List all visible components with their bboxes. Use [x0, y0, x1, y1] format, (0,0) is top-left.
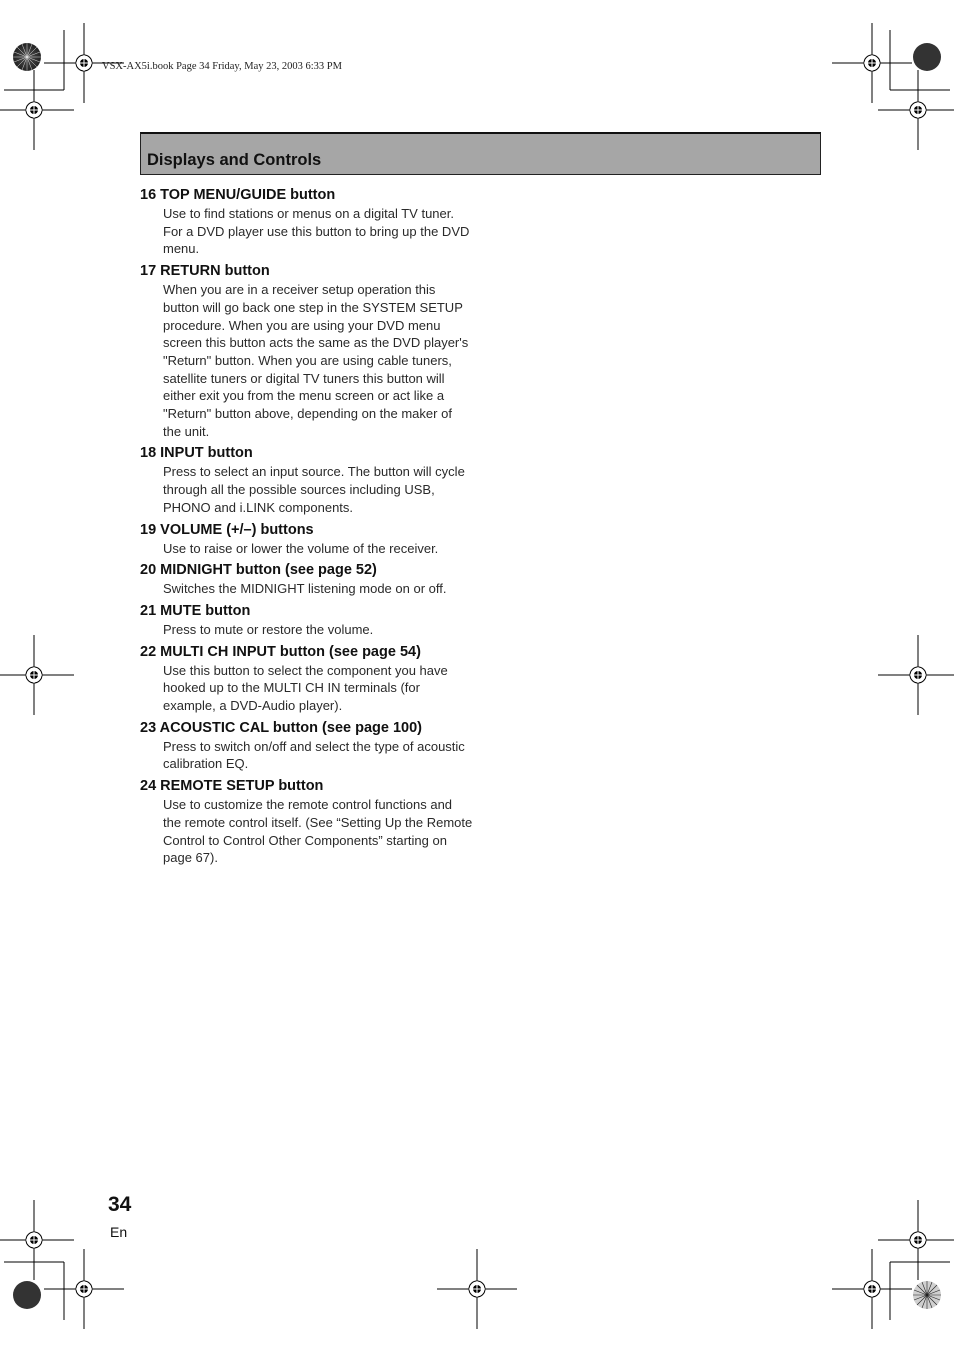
- starburst-icon: [13, 43, 41, 71]
- entry-heading: 23 ACOUSTIC CAL button (see page 100): [140, 719, 422, 736]
- starburst-icon: [913, 43, 941, 71]
- starburst-icon: [913, 1281, 941, 1309]
- registration-mark-icon: [878, 635, 954, 715]
- entry-multi-ch-input: [140, 643, 480, 715]
- registration-mark-icon: [878, 1200, 954, 1280]
- entry-description: Use to find stations or menus on a digital TV tuner. For a DVD player use this button to bring up the DVD menu.: [163, 206, 470, 257]
- section-title: Displays and Controls: [147, 151, 322, 169]
- entry-description: Press to select an input source. The button will cycle through all the possible sources including USB, PHONO and i.LINK components.: [163, 464, 465, 515]
- registration-mark-icon: [0, 70, 74, 150]
- entry-remote-setup: [140, 777, 480, 867]
- registration-mark-icon: [44, 1249, 124, 1329]
- entry-description: Switches the MIDNIGHT listening mode on or off.: [163, 581, 447, 597]
- entry-description: Use to raise or lower the volume of the receiver.: [163, 540, 439, 556]
- entry-midnight: [140, 561, 480, 598]
- page-number: 34: [108, 1193, 132, 1216]
- entry-acoustic-cal: [140, 719, 480, 773]
- entry-heading: 24 REMOTE SETUP button: [140, 778, 324, 795]
- entry-return: [140, 262, 480, 440]
- entry-heading: 16 TOP MENU/GUIDE button: [140, 187, 336, 203]
- button-descriptions: [140, 186, 480, 871]
- entry-heading: 18 INPUT button: [140, 445, 253, 462]
- entry-input: [140, 444, 480, 516]
- entry-heading: 20 MIDNIGHT button (see page 52): [140, 562, 377, 579]
- entry-mute: [140, 602, 480, 639]
- registration-mark-icon: [832, 1249, 912, 1329]
- registration-mark-icon: [0, 635, 74, 715]
- registration-mark-icon: [832, 23, 912, 103]
- starburst-icon: [13, 1281, 41, 1309]
- language-code: En: [110, 1224, 128, 1240]
- file-header: VSX-AX5i.book Page 34 Friday, May 23, 2003 6:33 PM: [102, 61, 342, 72]
- entry-heading: 22 MULTI CH INPUT button (see page 54): [140, 643, 421, 660]
- section-header-bar: [140, 132, 821, 175]
- entry-volume: [140, 521, 480, 558]
- entry-heading: 19 VOLUME (+/–) buttons: [140, 521, 314, 538]
- entry-description: Press to switch on/off and select the type of acoustic calibration EQ.: [163, 738, 465, 772]
- entry-description: Use this button to select the component you have hooked up to the MULTI CH IN terminals (for example, a DVD-Audio player).: [163, 662, 448, 714]
- entry-description: Press to mute or restore the volume.: [163, 621, 374, 637]
- registration-mark-icon: [878, 70, 954, 150]
- entry-heading: 21 MUTE button: [140, 602, 251, 619]
- entry-top-menu-guide: [140, 186, 480, 258]
- registration-mark-icon: [0, 1200, 74, 1280]
- entry-description: When you are in a receiver setup operation this button will go back one step in the SYSTEM SETUP procedure. When you are using your DVD menu screen this button acts the same as the DVD player's "Return" button. When you are using cable tuners, satellite tuners or digital TV tuners this button will either exit you from the menu screen or act like a "Return" button above, depending on the maker of the unit.: [163, 282, 469, 439]
- registration-mark-icon: [437, 1249, 517, 1329]
- entry-heading: 17 RETURN button: [140, 263, 270, 280]
- entry-description: Use to customize the remote control functions and the remote control itself. (See “Setting Up the Remote Control to Control Other Components” starting on page 67).: [163, 797, 473, 866]
